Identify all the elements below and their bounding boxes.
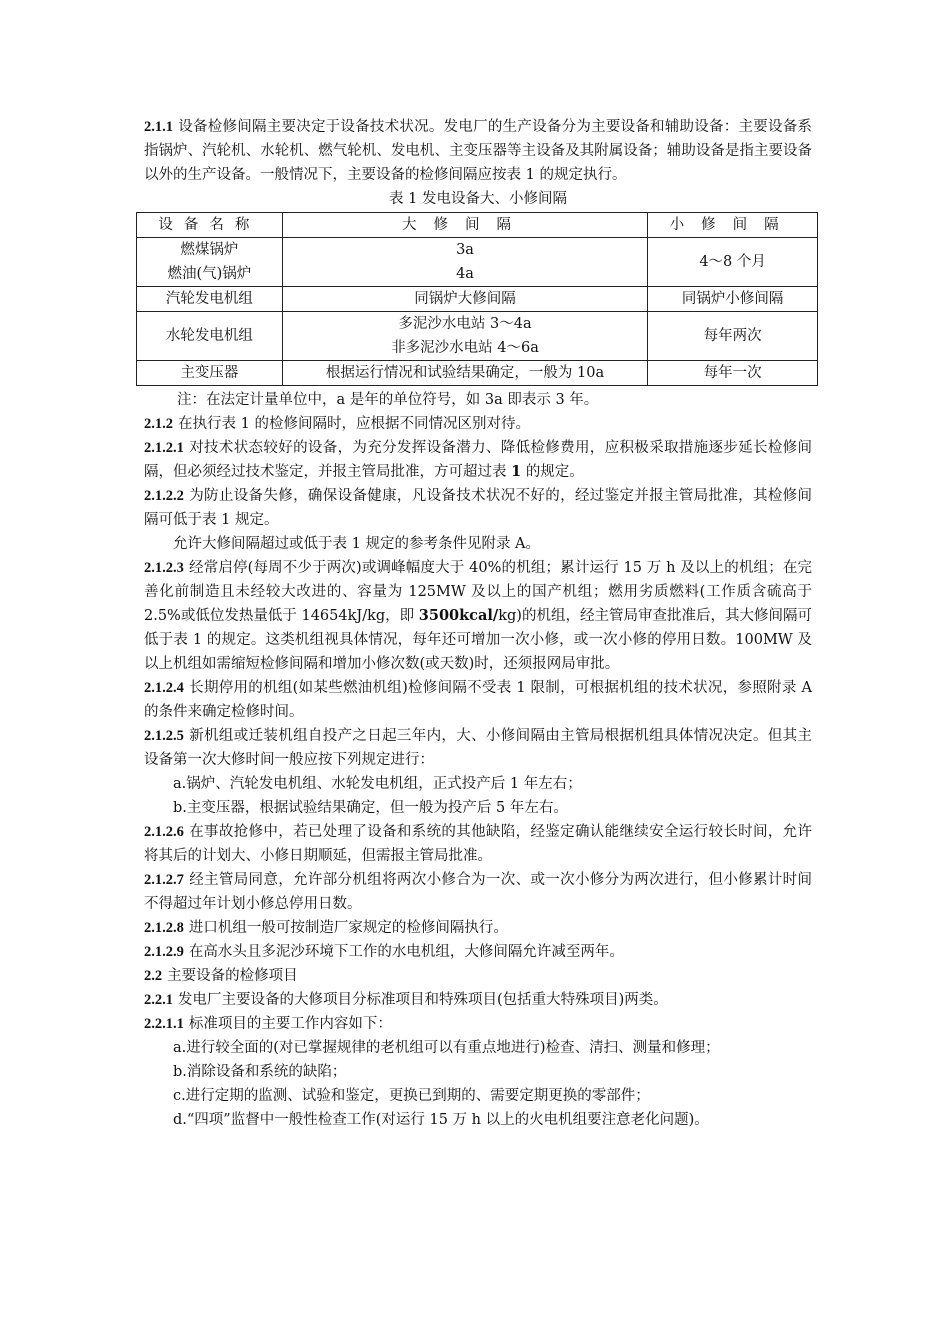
section-heading: 主要设备的检修项目 <box>167 968 298 984</box>
section-text: 长期停用的机组(如某些燃油机组)检修间隔不受表 1 限制，可根据机组的技术状况，参照附录 A 的条件来确定检修时间。 <box>144 680 812 720</box>
major-interval: 非多泥沙水电站 4～6a <box>391 340 539 356</box>
section-text: 为防止设备失修，确保设备健康，凡设备技术状况不好的，经过鉴定并报主管局批准，其检修间隔可低于表 1 规定。 <box>144 488 812 528</box>
section-number: 2.1.1 <box>144 119 173 135</box>
section-number: 2.1.2 <box>144 416 173 432</box>
cell-equipment: 汽轮发电机组 <box>137 287 283 312</box>
section-number: 2.2.1.1 <box>144 1016 184 1032</box>
list-item: b.消除设备和系统的缺陷； <box>173 1064 347 1080</box>
paragraph: 允许大修间隔超过或低于表 1 规定的参考条件见附录 A。 <box>173 536 541 552</box>
table-row <box>137 238 818 287</box>
bold-text: 1 <box>511 463 522 480</box>
section-number: 2.1.2.3 <box>144 560 184 576</box>
cell-equipment <box>137 238 283 287</box>
cell-minor: 每年两次 <box>648 312 818 361</box>
section-text: 设备检修间隔主要决定于设备技术状况。发电厂的生产设备分为主要设备和辅助设备：主要设备系指锅炉、汽轮机、水轮机、燃气轮机、发电机、主变压器等主设备及其附属设备；辅助设备是指主要设备以外的生产设备。一般情况下，主要设备的检修间隔应按表 1 的规定执行。 <box>144 119 812 183</box>
table-header-row <box>137 213 818 238</box>
section-text: 经常启停(每周不少于两次)或调峰幅度大于 40%的机组；累计运行 15 万 h 及以上的机组；在完善化前制造且未经较大改进的、容量为 125MW 及以上的国产机组；燃用劣质燃料(工作质含硫高于 2.5%或低位发热量低于 14654kJ/kg，即 <box>144 560 812 624</box>
cell-major <box>282 238 647 287</box>
table-row <box>137 361 818 386</box>
section-number: 2.1.2.6 <box>144 824 184 840</box>
list-item: b.主变压器，根据试验结果确定，但一般为投产后 5 年左右。 <box>173 800 568 816</box>
document-body <box>144 115 812 1132</box>
section-number: 2.1.2.1 <box>144 440 184 456</box>
section-text: kg)的机组，经主管局审查批准后，其大修间隔可低于表 1 的规定。这类机组视具体情况，每年还可增加一次小修，或一次小修的停用日数。100MW 及以上机组如需缩短检修间隔和增加小修次数(或天数)时，还须报网局审批。 <box>144 608 812 672</box>
equipment-name: 燃油(气)锅炉 <box>167 266 252 282</box>
section-text: 发电厂主要设备的大修项目分标准项目和特殊项目(包括重大特殊项目)两类。 <box>178 992 668 1008</box>
section-2-1-2-3 <box>144 556 812 676</box>
maintenance-interval-table <box>136 212 818 386</box>
section-2-1-2 <box>144 412 812 436</box>
cell-equipment: 主变压器 <box>137 361 283 386</box>
bold-text: 3500kcal/ <box>418 607 499 624</box>
major-interval: 4a <box>456 266 474 282</box>
section-2-2-1 <box>144 988 812 1012</box>
list-item: a.进行较全面的(对已掌握规律的老机组可以有重点地进行)检查、清扫、测量和修理； <box>173 1040 720 1056</box>
table-row <box>137 312 818 361</box>
section-number: 2.2 <box>144 968 163 984</box>
table-caption: 表 1 发电设备大、小修间隔 <box>389 191 567 207</box>
section-number: 2.1.2.4 <box>144 680 184 696</box>
section-text: 对技术状态较好的设备，为充分发挥设备潜力、降低检修费用，应积极采取措施逐步延长检修间隔，但必须经过技术鉴定，并报主管局批准，方可超过表 <box>144 440 812 480</box>
section-number: 2.1.2.5 <box>144 728 184 744</box>
section-2-1-2-8 <box>144 916 812 940</box>
list-item: a.锅炉、汽轮发电机组、水轮发电机组，正式投产后 1 年左右； <box>173 776 582 792</box>
section-text: 在事故抢修中，若已处理了设备和系统的其他缺陷，经鉴定确认能继续安全运行较长时间，允许将其后的计划大、小修日期顺延，但需报主管局批准。 <box>144 824 812 864</box>
section-text: 的规定。 <box>525 464 584 480</box>
section-text: 标准项目的主要工作内容如下： <box>188 1016 392 1032</box>
equipment-name: 燃煤锅炉 <box>180 242 239 258</box>
section-2-1-2-5 <box>144 724 812 772</box>
header-equipment-name: 设备名称 <box>137 213 283 238</box>
section-2-1-2-6 <box>144 820 812 868</box>
major-interval: 多泥沙水电站 3～4a <box>398 316 532 332</box>
header-major-interval: 大修间隔 <box>282 213 647 238</box>
section-2-2-1-1 <box>144 1012 812 1036</box>
section-2-2 <box>144 964 812 988</box>
section-2-1-2-9 <box>144 940 812 964</box>
header-minor-interval: 小修间隔 <box>648 213 818 238</box>
cell-minor: 同锅炉小修间隔 <box>648 287 818 312</box>
cell-minor: 每年一次 <box>648 361 818 386</box>
section-text: 新机组或迁装机组自投产之日起三年内，大、小修间隔由主管局根据机组具体情况决定。但其主设备第一次大修时间一般应按下列规定进行： <box>144 728 812 768</box>
section-number: 2.1.2.9 <box>144 944 184 960</box>
cell-minor: 4～8 个月 <box>648 238 818 287</box>
section-number: 2.1.2.7 <box>144 872 184 888</box>
section-text: 在执行表 1 的检修间隔时，应根据不同情况区别对待。 <box>178 416 530 432</box>
cell-major: 根据运行情况和试验结果确定，一般为 10a <box>282 361 647 386</box>
section-number: 2.1.2.8 <box>144 920 184 936</box>
major-interval: 3a <box>456 242 474 258</box>
section-number: 2.2.1 <box>144 992 173 1008</box>
section-2-1-2-2 <box>144 484 812 532</box>
list-item: c.进行定期的监测、试验和鉴定，更换已到期的、需要定期更换的零部件； <box>173 1088 650 1104</box>
section-2-1-1 <box>144 115 812 187</box>
table-note: 注：在法定计量单位中，a 是年的单位符号，如 3a 即表示 3 年。 <box>177 392 599 408</box>
cell-major: 同锅炉大修间隔 <box>282 287 647 312</box>
section-2-1-2-1 <box>144 436 812 484</box>
section-2-1-2-7 <box>144 868 812 916</box>
section-2-1-2-4 <box>144 676 812 724</box>
list-item: d.“四项”监督中一般性检查工作(对运行 15 万 h 以上的火电机组要注意老化问题)。 <box>173 1112 709 1128</box>
cell-major <box>282 312 647 361</box>
table-row <box>137 287 818 312</box>
section-number: 2.1.2.2 <box>144 488 184 504</box>
section-text: 经主管局同意，允许部分机组将两次小修合为一次、或一次小修分为两次进行，但小修累计时间不得超过年计划小修总停用日数。 <box>144 872 812 912</box>
cell-equipment: 水轮发电机组 <box>137 312 283 361</box>
section-text: 在高水头且多泥沙环境下工作的水电机组，大修间隔允许减至两年。 <box>188 944 624 960</box>
section-text: 进口机组一般可按制造厂家规定的检修间隔执行。 <box>188 920 508 936</box>
